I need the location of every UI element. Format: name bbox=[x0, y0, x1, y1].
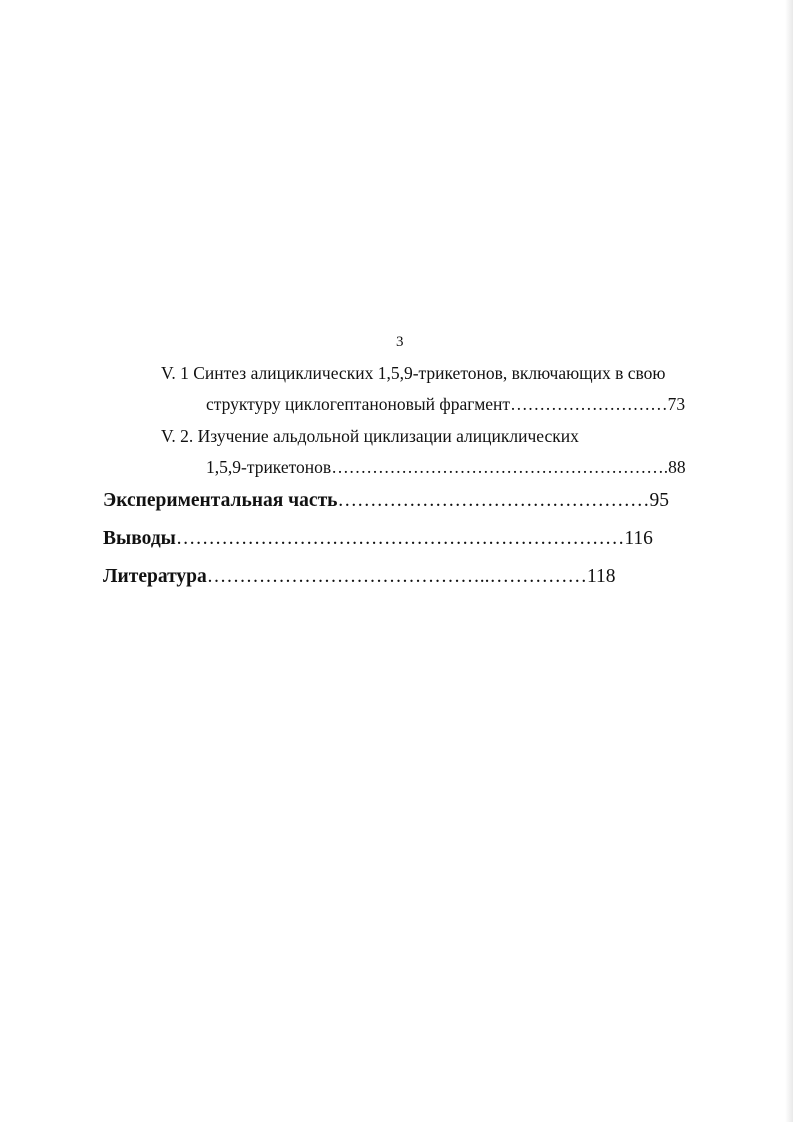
toc-entry-conclusions bbox=[103, 527, 653, 551]
toc-entry-v1-page: 73 bbox=[667, 394, 686, 414]
toc-entry-experimental-title: Экспериментальная часть bbox=[103, 490, 338, 511]
toc-leader-dots: ……………………………………..…………… bbox=[206, 566, 588, 587]
scan-edge-shadow bbox=[785, 0, 793, 1122]
toc-entry-v2-title-line2: 1,5,9-трикетонов bbox=[206, 457, 332, 477]
toc-entry-v2-line1 bbox=[161, 425, 579, 447]
toc-entry-v2-title-line1: V. 2. Изучение альдольной циклизации алициклических bbox=[161, 426, 579, 446]
toc-entry-v1-title-line1: V. 1 Синтез алициклических 1,5,9-трикетонов, включающих в свою bbox=[161, 363, 666, 383]
toc-leader-dots: ………………………………………………… bbox=[331, 457, 664, 477]
toc-leader-dots: …………………………………………………………… bbox=[175, 528, 625, 549]
page-number: 3 bbox=[396, 334, 404, 350]
toc-entry-conclusions-page: 116 bbox=[624, 528, 653, 549]
toc-entry-v1-line2 bbox=[206, 393, 685, 415]
toc-entry-v2-line2 bbox=[206, 456, 686, 478]
toc-entry-experimental-page: 95 bbox=[649, 490, 669, 511]
toc-entry-conclusions-title: Выводы bbox=[103, 528, 176, 549]
toc-leader-dots: ………………………………………… bbox=[337, 490, 650, 511]
toc-entry-experimental bbox=[103, 489, 669, 513]
toc-entry-literature-title: Литература bbox=[103, 566, 207, 587]
toc-entry-v2-page: .88 bbox=[663, 457, 686, 477]
toc-entry-literature bbox=[103, 565, 616, 589]
toc-entry-literature-page: 118 bbox=[587, 566, 616, 587]
toc-entry-v1-title-line2: структуру циклогептаноновый фрагмент bbox=[206, 394, 511, 414]
toc-leader-dots: ……………………… bbox=[510, 394, 668, 414]
toc-entry-v1-line1 bbox=[161, 362, 666, 384]
